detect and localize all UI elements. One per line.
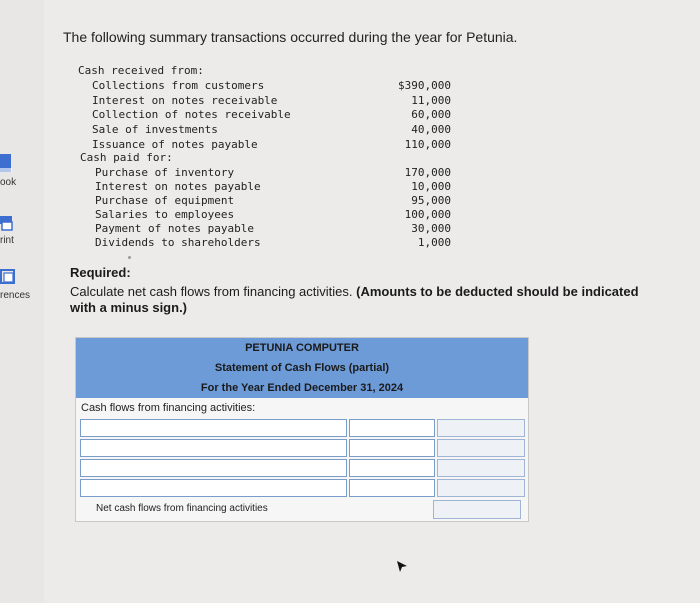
- net-cash-flows-label: Net cash flows from financing activities: [96, 503, 268, 514]
- transaction-label: Sale of investments: [92, 123, 218, 136]
- sidebar-item-print[interactable]: [0, 212, 44, 250]
- decorative-dot: [128, 256, 131, 259]
- transaction-amount: 10,000: [411, 180, 451, 193]
- amount-input[interactable]: [349, 439, 435, 457]
- sidebar-item-label: rint: [0, 235, 14, 246]
- transaction-amount: 100,000: [404, 208, 451, 221]
- left-sidebar: [0, 0, 44, 603]
- sidebar-item-ebook[interactable]: [0, 150, 44, 196]
- required-text: Calculate net cash flows from financing activities.: [70, 284, 353, 299]
- transaction-label: Collection of notes receivable: [92, 108, 291, 121]
- description-select[interactable]: [80, 439, 347, 457]
- transaction-label: Interest on notes receivable: [92, 94, 278, 107]
- required-note: (Amounts to be deducted should be indicated with a minus sign.): [70, 284, 639, 315]
- amount-input[interactable]: [349, 459, 435, 477]
- total-cell: [437, 439, 525, 457]
- description-select[interactable]: [80, 459, 347, 477]
- transaction-amount: 170,000: [404, 166, 451, 179]
- total-cell: [437, 479, 525, 497]
- book-icon: [0, 152, 14, 176]
- transaction-label: Purchase of equipment: [95, 194, 235, 207]
- transaction-label: Purchase of inventory: [95, 166, 235, 179]
- description-select[interactable]: [80, 419, 347, 437]
- transaction-amount: 1,000: [417, 236, 451, 249]
- required-heading: Required:: [70, 265, 131, 280]
- statement-title: Statement of Cash Flows (partial): [76, 358, 528, 378]
- transaction-amount: 110,000: [404, 138, 451, 151]
- sidebar-item-label: ook: [0, 177, 17, 188]
- cash-flow-statement: [75, 337, 529, 522]
- transaction-label: Interest on notes payable: [95, 180, 261, 193]
- transaction-label: Salaries to employees: [95, 208, 235, 221]
- print-icon: [0, 212, 16, 234]
- statement-period: For the Year Ended December 31, 2024: [76, 378, 528, 398]
- required-instructions: [70, 284, 650, 316]
- transaction-amount: 95,000: [411, 194, 451, 207]
- transaction-amount: 60,000: [411, 108, 451, 121]
- total-cell: [437, 419, 525, 437]
- transaction-label: Issuance of notes payable: [92, 138, 258, 151]
- amount-input[interactable]: [349, 479, 435, 497]
- net-cash-flows-input[interactable]: [433, 500, 521, 519]
- sidebar-item-references[interactable]: [0, 268, 44, 308]
- sidebar-item-label: rences: [0, 290, 31, 301]
- description-select[interactable]: [80, 479, 347, 497]
- references-icon: [0, 268, 18, 288]
- mouse-cursor-icon: [396, 560, 408, 574]
- transaction-label: Dividends to shareholders: [95, 236, 261, 249]
- transaction-amount: 11,000: [411, 94, 451, 107]
- cash-received-heading: Cash received from:: [78, 64, 204, 77]
- amount-input[interactable]: [349, 419, 435, 437]
- transaction-amount: 40,000: [411, 123, 451, 136]
- statement-company: PETUNIA COMPUTER: [76, 338, 528, 358]
- financing-section-label: Cash flows from financing activities:: [81, 402, 256, 414]
- question-intro: The following summary transactions occurred during the year for Petunia.: [63, 29, 518, 45]
- cash-paid-heading: Cash paid for:: [80, 151, 173, 164]
- transaction-label: Payment of notes payable: [95, 222, 254, 235]
- transaction-label: Collections from customers: [92, 79, 265, 92]
- transaction-amount: $390,000: [398, 79, 451, 92]
- transaction-amount: 30,000: [411, 222, 451, 235]
- total-cell: [437, 459, 525, 477]
